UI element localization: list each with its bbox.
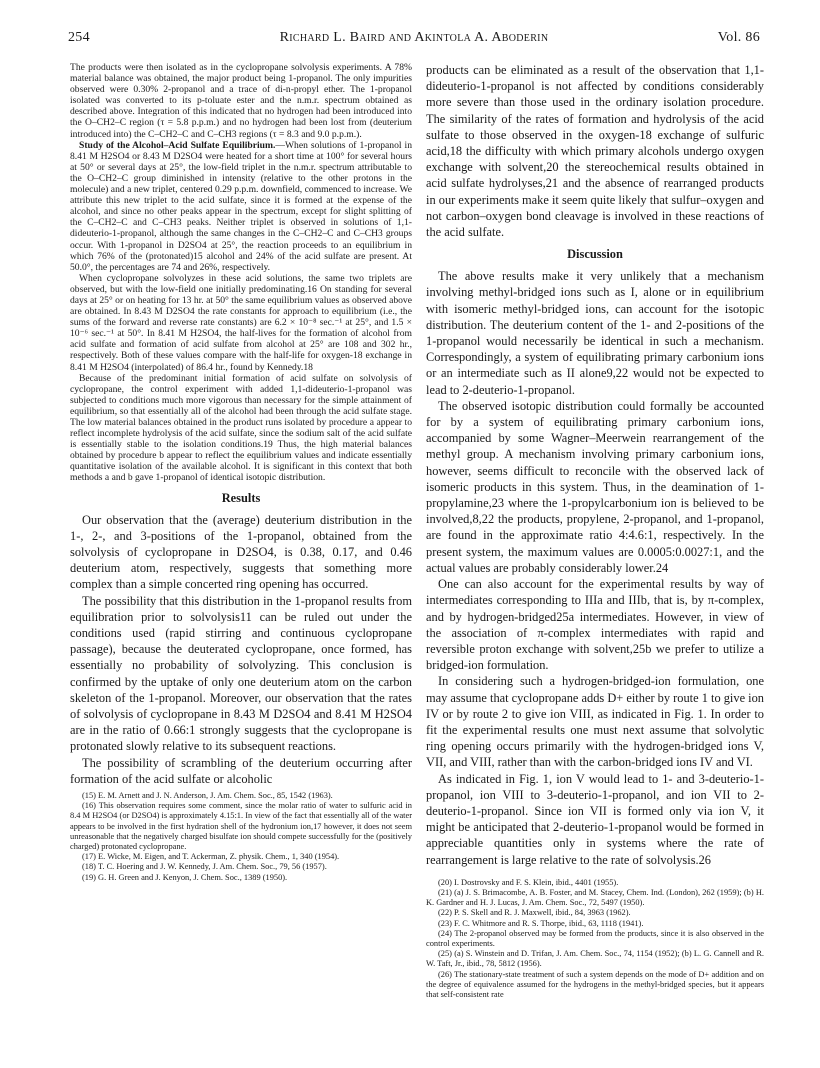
running-header [68, 30, 760, 50]
footnote: (21) (a) J. S. Brimacombe, A. B. Foster, and M. Stacey, Chem. Ind. (London), 262 (1959); (b) H. K. Gardner and H. J. Lucas, J. Am. Chem. Soc., 72, 5497 (1950). [426, 887, 764, 908]
footnote: (18) T. C. Hoering and J. W. Kennedy, J. Am. Chem. Soc., 79, 56 (1957). [82, 862, 327, 872]
footnote: (22) P. S. Skell and R. J. Maxwell, ibid., 84, 3963 (1962). [438, 908, 631, 918]
footnotes-right [426, 878, 764, 1000]
footnote: (24) The 2-propanol observed may be formed from the products, since it is also observed in the control experiments. [426, 928, 764, 948]
paragraph-continued: products can be eliminated as a result of the observation that 1,1-dideuterio-1-propanol is not affected by conditions considerably more severe than those used in the ordinary isolation procedure. The similarity of the rates of formation and hydrolysis of the acid sulfate to those observed in the oxygen-18 exchange of sulfuric acid,18 the difficulty with which primary alcohols undergo oxygen exchange with solvent,20 the stereochemical results obtained in acid sulfate hydrolyses,21 and the absence of rearranged products in our experiments make it seem quite likely that sulfur–oxygen and not carbon–oxygen bond cleavage is involved in these reactions of the acid sulfate. [426, 63, 764, 240]
paragraph-results-3: The possibility of scrambling of the deuterium occurring after formation of the acid sulfate or alcoholic [70, 755, 412, 786]
footnote: (19) G. H. Green and J. Kenyon, J. Chem. Soc., 1389 (1950). [82, 872, 288, 882]
section-heading-results: Results [221, 490, 261, 505]
paragraph-products: The products were then isolated as in the cyclopropane solvolysis experiments. A 78% material balance was obtained, the major product being 1-propanol. The only impurities observed were 0.30% 2-propanol and a trace of di-n-propyl ether. The 1-propanol isolated was converted to its p-toluate ester and the n.m.r. spectrum obtained as described above. Integration of this indicated that no hydrogen had been introduced into the O–CH2–C region (τ = 5.8 p.p.m.) and no hydrogen had been lost from (deuterium introduced into) the C–CH2–C and C–CH3 regions (τ = 8.3 and 9.0 p.p.m.). [70, 62, 412, 140]
paragraph-cyclopropane-solvolysis: When cyclopropane solvolyzes in these acid solutions, the same two triplets are observed, but with the low-field one initially predominating.16 On standing for several days at 25° or on heating for 13 hr. at 50° the same equilibrium values as observed above are obtained. In 8.43 M D2SO4 the rate constants for approach to equilibrium (i.e., the sums of the forward and reverse rate constants) are 6.2 × 10⁻⁸ sec.⁻¹ at 25°, and 1.5 × 10⁻⁶ sec.⁻¹ at 50°. In 8.41 M H2SO4, the half-lives for the formation of alcohol from acid sulfate and formation of acid sulfate from alcohol at 25° are 108 and 302 hr., respectively. Both of these values compare with the half-life for oxygen-18 exchange in 8.41 M H2SO4 (interpolated) of 86.4 hr., found by Kennedy.18 [70, 272, 412, 373]
paragraph-discussion-3: One can also account for the experimental results by way of intermediates corresponding to IIIa and IIIb, that is, by π-complex, and by hydrogen-bridged25a intermediates. However, in view of the association of π-complex intermediates with rapid and reversible proton exchange with solvent,25b we prefer to utilize a bridged-ion formulation. [426, 577, 764, 673]
footnote: (20) I. Dostrovsky and F. S. Klein, ibid., 4401 (1955). [438, 877, 619, 887]
volume-label: Vol. 86 [717, 30, 760, 45]
footnote: (17) E. Wicke, M. Eigen, and T. Ackerman, Z. physik. Chem., 1, 340 (1954). [82, 852, 340, 862]
footnotes-left [70, 791, 412, 883]
paragraph-discussion-4: In considering such a hydrogen-bridged-ion formulation, one may assume that cyclopropane adds D+ either by route 1 to give ion IV or by route 2 to give ion VIII, as indicated in Fig. 1. In order to fit the experimental results one must next assume that solvolytic ring opening occurs primarily with the hydrogen-bridged ions V, VII, and VIII, rather than with the carbon-bridged ions IV and VI. [426, 674, 764, 770]
running-head-authors: Richard L. Baird and Akintola A. Aboderin [279, 30, 549, 45]
paragraph-results-1: Our observation that the (average) deuterium distribution in the 1-, 2-, and 3-positions of the 1-propanol, obtained from the solvolysis of cyclopropane in D2SO4, is 0.38, 0.17, and 0.46 deuterium atom, respectively, suggests that something more complex than a simple concerted ring opening has occurred. [70, 512, 412, 592]
footnote: (23) F. C. Whitmore and R. S. Thorpe, ibid., 63, 1118 (1941). [438, 918, 644, 928]
footnote: (15) E. M. Arnett and J. N. Anderson, J. Am. Chem. Soc., 85, 1542 (1963). [82, 791, 333, 801]
page-number: 254 [68, 30, 90, 45]
paragraph-discussion-2: The observed isotopic distribution could formally be accounted for by a system of equilibrating primary carbonium ions, accompanied by some Wagner–Meerwein rearrangement of the methyl group. A mechanism involving primary carbonium ions, however, seems difficult to reconcile with the observed lack of isomeric products in this system. Thus, in the deamination of 1-propylamine,23 where the 1-propylcarbonium ion is believed to be involved,8,22 the products, propylene, 2-propanol, and 1-propanol, are found in the approximate ratio 4:4.6:1, respectively. In the present system, the maximum values are 0.0005:0.0027:1, and the actual values are probably considerably lower.24 [426, 398, 764, 575]
footnote: (16) This observation requires some comment, since the molar ratio of water to sulfuric acid in 8.4 M H2SO4 (or D2SO4) is approximately 4.15:1. In view of the fact that essentially all of the water appears to be involved in the first hydration shell of the hydronium ion,17 however, it does not seem unreasonable that the negatively charged bisulfate ion should compete successfully for the (positively charged) protonated cyclopropane. [70, 801, 412, 852]
paragraph-results-2: The possibility that this distribution in the 1-propanol results from equilibration prior to solvolysis11 can be ruled out under the conditions used (rapid stirring and continuous cyclopropane passage), because the deuterated cyclopropane, once formed, has essentially no probability of solvolyzing. This conclusion is confirmed by the uptake of only one deuterium atom on the carbon skeleton of the 1-propanol. Moreover, our observation that the rates of solvolysis of cyclopropane in 8.43 M D2SO4 and 8.41 M H2SO4 are in the ratio of 0.66:1 strongly suggests that the cyclopropane is protonated slowly relative to its subsequent reactions. [70, 593, 412, 754]
footnote: (26) The stationary-state treatment of such a system depends on the mode of D+ addition and on the degree of equivalence assumed for the hydrogens in the methyl-bridged species, but it appears that self-consistent rate [426, 969, 764, 999]
run-in-heading: Study of the Alcohol–Acid Sulfate Equilibrium. [79, 139, 276, 151]
paragraph-discussion-5: As indicated in Fig. 1, ion V would lead to 1- and 3-deuterio-1-propanol, ion VIII to 3-deuterio-1-propanol, and ion VII to 2-deuterio-1-propanol. Since ion VII is formed only via ion V, it might be anticipated that 2-deuterio-1-propanol would be formed in appreciable quantities only in systems where the rate of rearrangement is large relative to the rate of solvolysis.26 [426, 771, 764, 867]
right-column [426, 62, 764, 1052]
section-heading-discussion: Discussion [567, 247, 623, 262]
paragraph-discussion-1: The above results make it very unlikely that a mechanism involving methyl-bridged ions such as I, alone or in equilibrium with isomeric methyl-bridged ions, can account for the isotopic distribution. The deuterium content of the 1- and 2-positions of the 1-propanol would necessarily be identical in such a mechanism. Correspondingly, a system of equilibrating primary carbonium ions or an intermediate such as II alone9,22 would not be expected to lead to 2-deuterio-1-propanol. [426, 269, 764, 397]
left-column [70, 62, 412, 1052]
paragraph-control-experiment: Because of the predominant initial formation of acid sulfate on solvolysis of cyclopropane, the control experiment with added 1,1-dideuterio-1-propanol was subjected to conditions much more vigorous than necessary for the simple attainment of equilibrium, so that essentially all of the alcohol had been through the acid sulfate stage. The low material balances obtained in the product runs isolated by procedure a appear to reflect incomplete hydrolysis of the acid sulfate, since the sodium salt of the acid sulfate is essentially stable to the isolation conditions.19 Thus, the high material balances obtained by procedure b appear to reflect the equilibrium values and indicate essentially quantitative isolation of the available alcohol. It is significant in this context that both methods a and b gave 1-propanol of identical isotopic distribution. [70, 372, 412, 484]
footnote: (25) (a) S. Winstein and D. Trifan, J. Am. Chem. Soc., 74, 1154 (1952); (b) L. G. Cannell and R. W. Taft, Jr., ibid., 78, 5812 (1956). [426, 949, 764, 969]
paragraph-equilibrium-study [70, 140, 412, 273]
paragraph-equilibrium-body: —When solutions of 1-propanol in 8.41 M H2SO4 or 8.43 M D2SO4 were heated for a short time at 100° for several hours at 50° or several days at 25°, the low-field triplet in the n.m.r. spectrum attributable to the O–CH2–C group diminished in intensity (relative to the other protons in the molecule) and a new triplet, centered 0.29 p.p.m. downfield, commenced to increase. We attribute this new triplet to the acid sulfate, since it is formed at the expense of the alcohol, and since no other peaks appear in the spectrum, except for slight splitting of the C–CH2–C and C–CH3 peaks. Neither triplet is observed in solutions of 1,1-dideuterio-1-propanol, although the same changes in the C–CH2–C and C–CH3 groups occur. With 1-propanol in D2SO4 at 25°, the reaction proceeds to an equilibrium in which 76% of the (protonated)15 alcohol and 24% of the acid sulfate are present. At 50.0°, the percentages are 74 and 26%, respectively. [70, 139, 412, 273]
